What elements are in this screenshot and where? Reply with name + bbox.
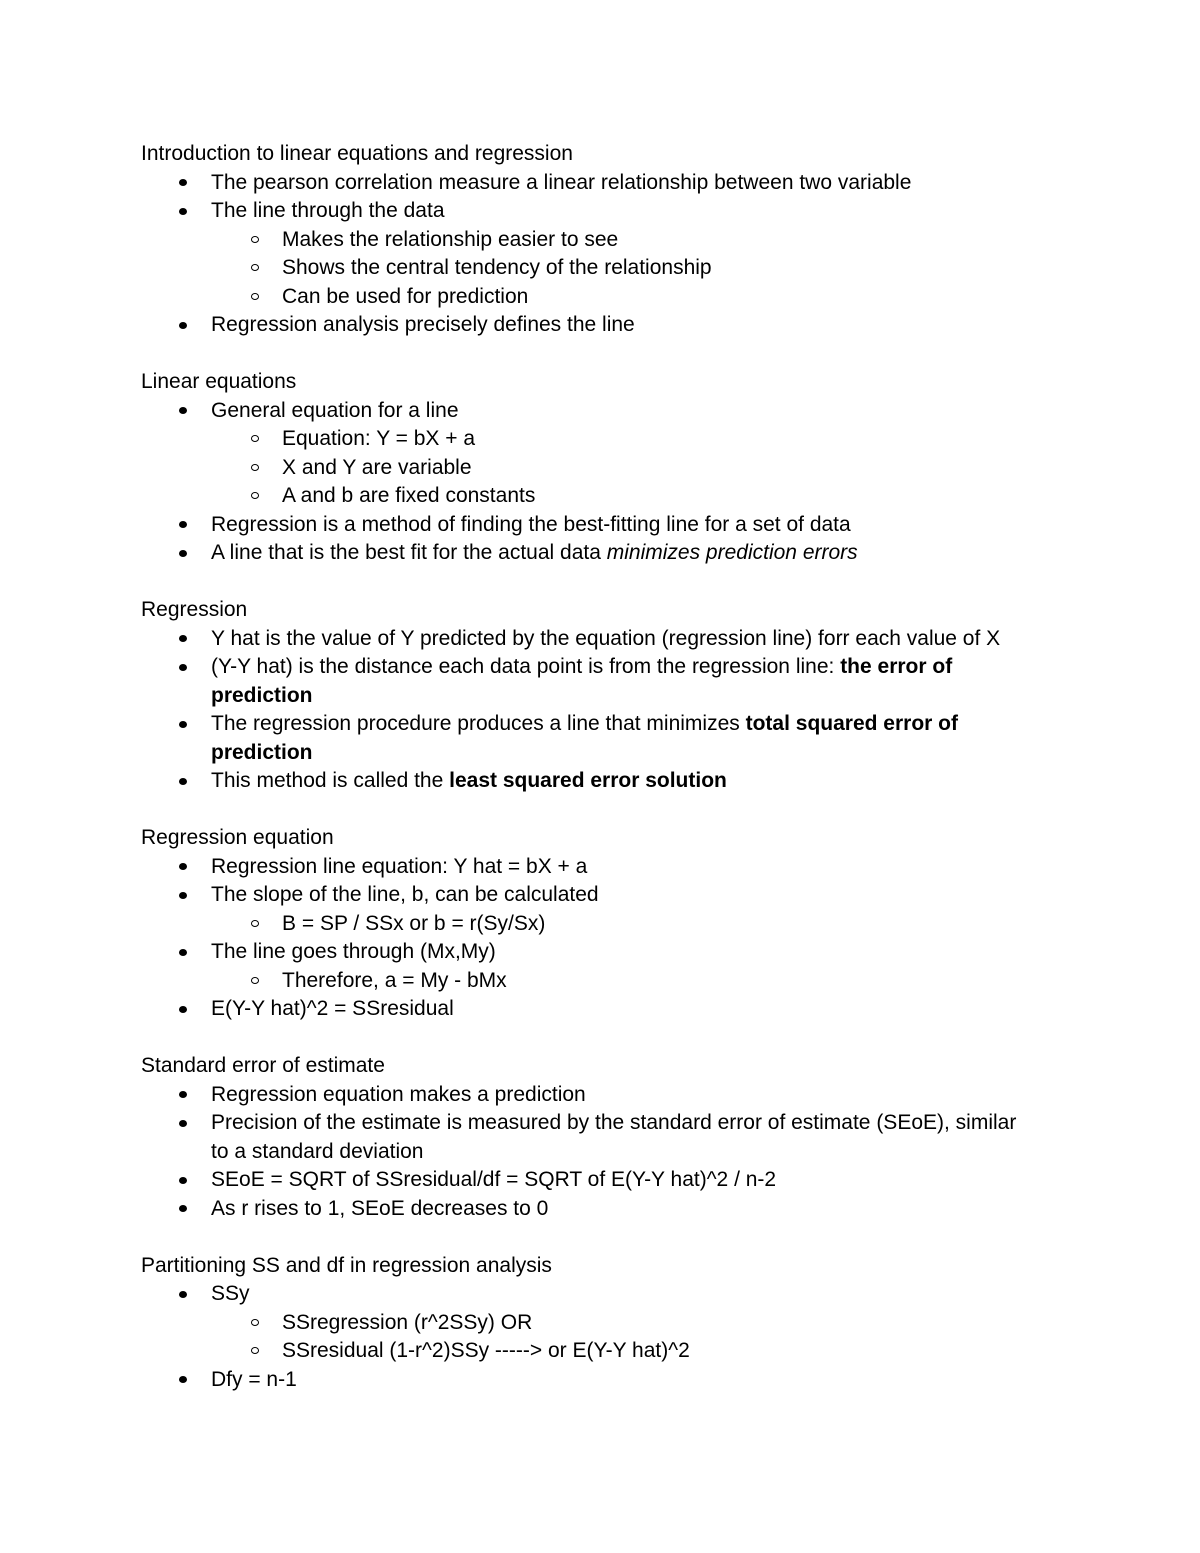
list-item-text bbox=[211, 710, 1061, 739]
list-item-text: Regression is a method of finding the best-fitting line for a set of data bbox=[211, 512, 851, 536]
bold-text: prediction bbox=[211, 740, 313, 764]
bullet-circle-icon bbox=[251, 1347, 259, 1354]
list-item-text: SSy bbox=[211, 1282, 250, 1305]
sub-bullet-list bbox=[141, 226, 1061, 312]
bold-text: least squared error solution bbox=[449, 769, 727, 792]
sub-list-item-text: Therefore, a = My - bMx bbox=[282, 968, 507, 992]
sub-list-item bbox=[141, 226, 1061, 255]
sub-list-item-text: SSresidual (1-r^2)SSy -----> or E(Y-Y hat)^2 bbox=[282, 1339, 690, 1362]
list-item bbox=[141, 1366, 1061, 1395]
list-item bbox=[141, 710, 1061, 767]
bullet-disc-icon bbox=[179, 322, 187, 329]
bullet-circle-icon bbox=[251, 977, 259, 984]
list-item-text: Regression equation makes a prediction bbox=[211, 1082, 586, 1106]
italic-text: minimizes prediction errors bbox=[606, 541, 858, 564]
bullet-circle-icon bbox=[251, 464, 259, 471]
list-item-text: The line through the data bbox=[211, 199, 445, 222]
list-item bbox=[141, 995, 1061, 1024]
section-heading: Linear equations bbox=[141, 370, 297, 393]
list-item bbox=[141, 311, 1061, 340]
bold-text: the error of bbox=[840, 655, 953, 678]
list-item bbox=[141, 511, 1061, 540]
sub-bullet-list bbox=[141, 1309, 1061, 1366]
list-item bbox=[141, 881, 1061, 938]
bullet-list bbox=[141, 1280, 1061, 1394]
sub-bullet-list bbox=[141, 910, 1061, 939]
sub-bullet-list bbox=[141, 425, 1061, 511]
bold-text: prediction bbox=[211, 683, 313, 707]
bullet-disc-icon bbox=[179, 778, 187, 785]
bullet-disc-icon bbox=[179, 179, 187, 186]
bullet-disc-icon bbox=[179, 407, 187, 414]
section-regression bbox=[141, 596, 1061, 796]
list-item bbox=[141, 1195, 1061, 1224]
bullet-list bbox=[141, 1081, 1061, 1224]
bullet-disc-icon bbox=[179, 521, 187, 528]
section-linear-equations bbox=[141, 368, 1061, 568]
sub-list-item bbox=[141, 910, 1061, 939]
list-item-text bbox=[211, 653, 1061, 682]
bullet-disc-icon bbox=[179, 208, 187, 215]
bullet-circle-icon bbox=[251, 492, 259, 499]
text-run: (Y-Y hat) is the distance each data point is from the regression line: bbox=[211, 655, 841, 678]
bullet-disc-icon bbox=[179, 1006, 187, 1013]
bullet-disc-icon bbox=[179, 1205, 187, 1212]
section-heading: Introduction to linear equations and regression bbox=[141, 142, 573, 165]
list-item-text: As r rises to 1, SEoE decreases to 0 bbox=[211, 1196, 549, 1220]
bullet-circle-icon bbox=[251, 236, 259, 243]
sub-list-item-text: B = SP / SSx or b = r(Sy/Sx) bbox=[282, 911, 546, 935]
list-item bbox=[141, 767, 1061, 796]
list-item-text: The slope of the line, b, can be calculated bbox=[211, 883, 599, 906]
list-item bbox=[141, 1081, 1061, 1110]
bullet-disc-icon bbox=[179, 635, 187, 642]
list-item bbox=[141, 653, 1061, 710]
list-item-text: Y hat is the value of Y predicted by the equation (regression line) forr each value of X bbox=[211, 626, 1001, 650]
list-item bbox=[141, 397, 1061, 511]
list-item-text: E(Y-Y hat)^2 = SSresidual bbox=[211, 997, 454, 1020]
bullet-list bbox=[141, 397, 1061, 568]
list-item bbox=[141, 1166, 1061, 1195]
section-heading: Regression equation bbox=[141, 826, 334, 849]
sub-list-item bbox=[141, 1337, 1061, 1366]
bullet-circle-icon bbox=[251, 435, 259, 442]
section-partitioning bbox=[141, 1252, 1061, 1395]
sub-list-item-text: Makes the relationship easier to see bbox=[282, 227, 619, 251]
section-intro bbox=[141, 140, 1061, 340]
text-run: A line that is the best fit for the actual data bbox=[211, 541, 607, 564]
list-item-text-continued bbox=[211, 682, 1061, 711]
sub-list-item bbox=[141, 482, 1061, 511]
document-content bbox=[141, 140, 1061, 1423]
list-item-text-continued bbox=[211, 739, 1061, 768]
bullet-disc-icon bbox=[179, 863, 187, 870]
bullet-disc-icon bbox=[179, 664, 187, 671]
sub-list-item bbox=[141, 254, 1061, 283]
list-item bbox=[141, 539, 1061, 568]
sub-list-item-text: Shows the central tendency of the relationship bbox=[282, 256, 712, 279]
list-item-text: Precision of the estimate is measured by the standard error of estimate (SEoE), similar bbox=[211, 1111, 1017, 1134]
section-regression-equation bbox=[141, 824, 1061, 1024]
list-item-text: Regression line equation: Y hat = bX + a bbox=[211, 854, 588, 878]
section-heading: Standard error of estimate bbox=[141, 1054, 385, 1077]
list-item bbox=[141, 1280, 1061, 1366]
list-item-text bbox=[211, 767, 1061, 796]
bullet-disc-icon bbox=[179, 892, 187, 899]
list-item bbox=[141, 853, 1061, 882]
list-item bbox=[141, 1109, 1061, 1166]
bullet-disc-icon bbox=[179, 721, 187, 728]
bullet-disc-icon bbox=[179, 1177, 187, 1184]
bullet-list bbox=[141, 169, 1061, 340]
sub-list-item-text: A and b are fixed constants bbox=[282, 484, 536, 507]
sub-list-item-text: Can be used for prediction bbox=[282, 284, 529, 308]
list-item bbox=[141, 938, 1061, 995]
list-item-text: SEoE = SQRT of SSresidual/df = SQRT of E(Y-Y hat)^2 / n-2 bbox=[211, 1168, 777, 1191]
bullet-disc-icon bbox=[179, 1376, 187, 1383]
bullet-circle-icon bbox=[251, 1319, 259, 1326]
bullet-disc-icon bbox=[179, 949, 187, 956]
sub-list-item-text: Equation: Y = bX + a bbox=[282, 427, 476, 450]
list-item-text bbox=[211, 539, 1061, 568]
list-item-text: Dfy = n-1 bbox=[211, 1367, 297, 1391]
list-item-text-continued: to a standard deviation bbox=[211, 1139, 424, 1163]
bullet-disc-icon bbox=[179, 1120, 187, 1127]
sub-bullet-list bbox=[141, 967, 1061, 996]
list-item bbox=[141, 169, 1061, 198]
bullet-disc-icon bbox=[179, 1291, 187, 1298]
text-run: This method is called the bbox=[211, 769, 450, 792]
bullet-list bbox=[141, 853, 1061, 1024]
sub-list-item bbox=[141, 283, 1061, 312]
list-item-text: General equation for a line bbox=[211, 398, 459, 422]
sub-list-item-text: X and Y are variable bbox=[282, 455, 472, 479]
bullet-list bbox=[141, 625, 1061, 796]
bullet-circle-icon bbox=[251, 293, 259, 300]
bullet-disc-icon bbox=[179, 550, 187, 557]
sub-list-item bbox=[141, 1309, 1061, 1338]
sub-list-item-text: SSregression (r^2SSy) OR bbox=[282, 1310, 533, 1334]
section-heading: Partitioning SS and df in regression analysis bbox=[141, 1253, 552, 1277]
list-item bbox=[141, 197, 1061, 311]
section-standard-error bbox=[141, 1052, 1061, 1223]
bold-text: total squared error of bbox=[745, 712, 958, 735]
list-item-text: The line goes through (Mx,My) bbox=[211, 940, 496, 963]
list-item bbox=[141, 625, 1061, 654]
sub-list-item bbox=[141, 425, 1061, 454]
text-run: The regression procedure produces a line that minimizes bbox=[211, 712, 746, 735]
sub-list-item bbox=[141, 454, 1061, 483]
section-heading: Regression bbox=[141, 598, 248, 621]
bullet-circle-icon bbox=[251, 920, 259, 927]
list-item-text: Regression analysis precisely defines the line bbox=[211, 313, 635, 336]
sub-list-item bbox=[141, 967, 1061, 996]
bullet-disc-icon bbox=[179, 1091, 187, 1098]
list-item-text: The pearson correlation measure a linear relationship between two variable bbox=[211, 170, 912, 194]
bullet-circle-icon bbox=[251, 264, 259, 271]
